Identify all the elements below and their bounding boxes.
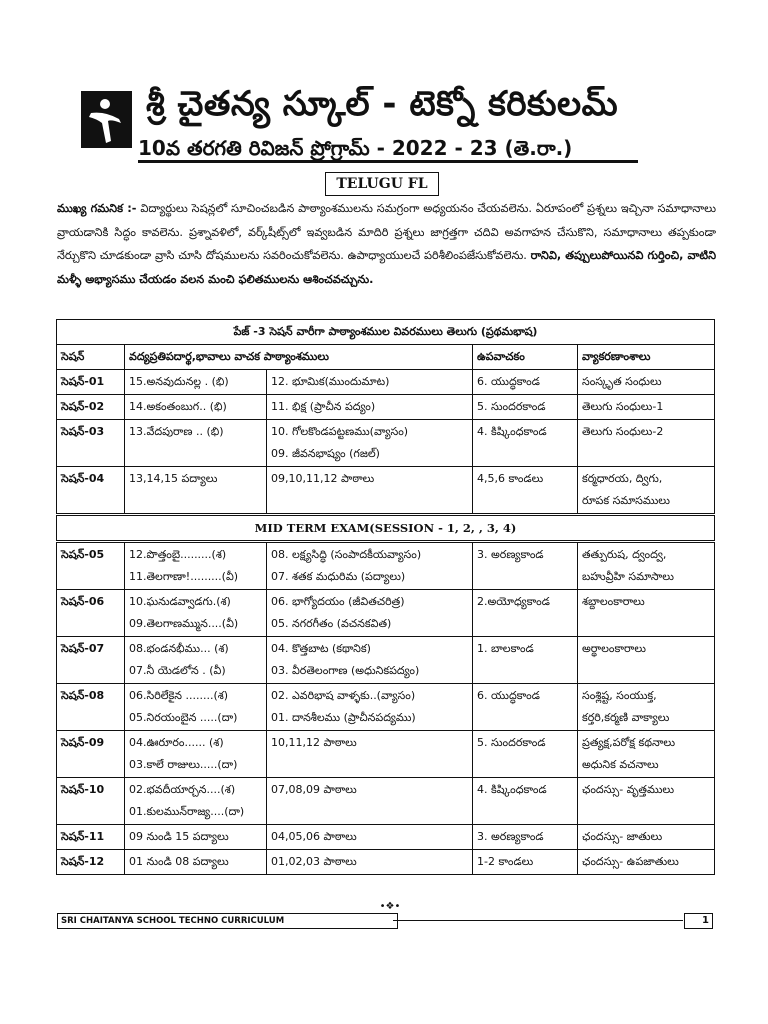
- poem-line: 01.కులమున్‌రాజ్య....(దా): [129, 805, 245, 818]
- footer-label: SRI CHAITANYA SCHOOL TECHNO CURRICULUM: [57, 913, 398, 929]
- grammar-cell: [578, 467, 715, 515]
- lesson-line: 05. నగరగీతం (వచనకవిత): [271, 617, 392, 630]
- poems-cell: 14.అకంతంబుగ.. (భి): [125, 395, 267, 420]
- note-bold-tail: రానివి, తప్పులుపోయినవి గుర్తించి, వాటిని మళ్ళీ అభ్యాసము చేయడం వలన మంచి ఫలితములను ఆశించవచ్చును.: [57, 249, 716, 286]
- poem-line: 12.పొత్తంబై.........(శ): [129, 548, 227, 561]
- table-row: [57, 395, 715, 420]
- grammar-cell: సంస్కృత సంధులు: [578, 370, 715, 395]
- grammar-cell: [578, 778, 715, 825]
- lesson-line: 07. శతక మధురిమ (పద్యాలు): [271, 570, 406, 583]
- upavachakam-cell: 1-2 కాండలు: [473, 850, 578, 875]
- table-row: [57, 590, 715, 637]
- grammar-line: రూపక సమాసములు: [582, 494, 670, 507]
- lesson-line: 09. జీవనభాష్యం (గజల్): [271, 447, 380, 460]
- grammar-cell: [578, 731, 715, 778]
- table-row: [57, 850, 715, 875]
- grammar-line: ఛందస్సు- వృత్తములు: [582, 783, 675, 796]
- upavachakam-cell: 3. అరణ్యకాండ: [473, 825, 578, 850]
- poems-cell: [125, 731, 267, 778]
- lesson-line: 08. లక్ష్యసిద్ధి (సంపాదకీయవ్యాసం): [271, 548, 422, 561]
- page-number: 1: [684, 913, 713, 929]
- session-cell: సెషన్-05: [57, 542, 125, 590]
- table-header-row: [57, 345, 715, 370]
- lessons-cell: [267, 778, 473, 825]
- lesson-line: 04. కొత్తబాట (కథానిక): [271, 642, 371, 655]
- upavachakam-cell: 2.అయోధ్యకాండ: [473, 590, 578, 637]
- table-row: [57, 731, 715, 778]
- footer-ornament: •❖•: [379, 901, 401, 912]
- poems-cell: [125, 778, 267, 825]
- upavachakam-cell: 3. అరణ్యకాండ: [473, 542, 578, 590]
- poems-cell: [125, 542, 267, 590]
- lessons-cell: 12. భూమిక(ముందుమాట): [267, 370, 473, 395]
- table-row: [57, 637, 715, 684]
- table-row: [57, 778, 715, 825]
- table-caption-row: [57, 320, 715, 345]
- session-cell: సెషన్-04: [57, 467, 125, 515]
- grammar-line: సంశ్లిష్ట, సంయుక్త,: [582, 689, 657, 702]
- session-cell: సెషన్-02: [57, 395, 125, 420]
- footer-rule: [393, 920, 683, 921]
- grammar-line: బహువ్రీహి సమాసాలు: [582, 570, 674, 583]
- school-title: శ్రీ చైతన్య స్కూల్ - టెక్నో కరికులమ్: [146, 84, 619, 124]
- subject-label: TELUGU FL: [325, 172, 439, 196]
- poems-cell: [125, 684, 267, 731]
- grammar-line: శబ్దాలంకారాలు: [582, 595, 645, 608]
- session-cell: సెషన్-12: [57, 850, 125, 875]
- program-subtitle: 10వ తరగతి రివిజన్ ప్రోగ్రామ్ - 2022 - 23 (తె.రా.): [138, 136, 573, 160]
- upavachakam-cell: 5. సుందరకాండ: [473, 731, 578, 778]
- upavachakam-cell: 4. కిష్కింధకాండ: [473, 420, 578, 467]
- grammar-line: ప్రత్యక్ష,పరోక్ష కథనాలు: [582, 736, 676, 749]
- poem-line: 11.తెలగాణా!.........(వీ): [129, 570, 239, 583]
- grammar-cell: [578, 637, 715, 684]
- poems-cell: [125, 637, 267, 684]
- mid-term-label: MID TERM EXAM(SESSION - 1, 2, , 3, 4): [57, 515, 715, 542]
- grammar-cell: ఛందస్సు- జాతులు: [578, 825, 715, 850]
- poems-cell: 01 నుండి 08 పద్యాలు: [125, 850, 267, 875]
- upavachakam-cell: 6. యుద్ధకాండ: [473, 370, 578, 395]
- upavachakam-cell: 4,5,6 కాండలు: [473, 467, 578, 515]
- poem-line: 04.ఊరూరం...... (శ): [129, 736, 224, 749]
- table-row: [57, 825, 715, 850]
- lessons-cell: [267, 731, 473, 778]
- table-row: [57, 684, 715, 731]
- grammar-cell: [578, 684, 715, 731]
- col-header-lessons: వద్యప్రతిపదార్థ,భావాలు వాచక పాఠ్యాంశములు: [125, 345, 473, 370]
- lessons-cell: 11. భిక్ష (ప్రాచీన పద్యం): [267, 395, 473, 420]
- grammar-cell: [578, 590, 715, 637]
- session-cell: సెషన్-11: [57, 825, 125, 850]
- poem-line: 05.నిరయంబైన .....(దా): [129, 711, 238, 724]
- grammar-line: తత్పురుష, ద్వంద్వ,: [582, 548, 667, 561]
- poems-cell: 15.అనవుదునల్ల . (భి): [125, 370, 267, 395]
- upavachakam-cell: 4. కిష్కింధకాండ: [473, 778, 578, 825]
- session-cell: సెషన్-10: [57, 778, 125, 825]
- lesson-line: 03. వీరతెలంగాణ (అధునికపద్యం): [271, 664, 420, 677]
- table-row: [57, 420, 715, 467]
- poems-cell: [125, 590, 267, 637]
- upavachakam-cell: 1. బాలకాండ: [473, 637, 578, 684]
- session-cell: సెషన్-01: [57, 370, 125, 395]
- lesson-line: 02. ఎవరిభాష వాళ్ళకు..(వ్యాసం): [271, 689, 416, 702]
- note-text: విద్యార్థులు సెషన్లలో సూచించబడిన పాఠ్యాంశములను సమగ్రంగా అధ్యయనం చేయవలెను. ఏరూపంలో ప్రశ్నలు ఇచ్చినా సమాధానాలు వ్రాయడానికి సిద్ధం కావలెను. ప్రశ్నావళిలో, వర్క్‌షీట్స్‌లో ఇవ్వబడిన మాదిరి ప్రశ్నలు జాగ్రత్తగా చదివి అవగాహన చేసుకొని, సమాధానాలు తప్పకుండా నేర్చుకొని చూడకుండా వ్రాసి చూసి దోషములను సవరించుకోవలెను. ఉపాధ్యాయులచే పరిశీలింపజేసుకోవలెను.: [57, 202, 717, 263]
- grammar-line: కర్మధారయ, ద్విగు,: [582, 472, 663, 485]
- session-schedule-table: [56, 319, 715, 875]
- session-cell: సెషన్-07: [57, 637, 125, 684]
- lessons-cell: [267, 637, 473, 684]
- table-row: [57, 370, 715, 395]
- poem-line: 08.భండనభీము... (శ): [129, 642, 229, 655]
- col-header-upavachakam: ఉపవాచకం: [473, 345, 578, 370]
- grammar-line: కర్తరి,కర్మణి వాక్యాలు: [582, 711, 670, 724]
- table-caption: పేజ్ -3 సెషన్ వారీగా పాఠ్యాంశముల వివరములు తెలుగు (ప్రథమభాష): [57, 320, 715, 345]
- upavachakam-cell: 5. సుందరకాండ: [473, 395, 578, 420]
- lesson-line: 10. గోలకొండపట్టణము(వ్యాసం): [271, 425, 409, 438]
- lessons-cell: 09,10,11,12 పాఠాలు: [267, 467, 473, 515]
- school-logo-icon: [81, 91, 132, 148]
- poem-line: 06.సిరిలేకైన ........(శ): [129, 689, 229, 702]
- grammar-cell: ఛందస్సు- ఉపజాతులు: [578, 850, 715, 875]
- grammar-cell: తెలుగు సంధులు-1: [578, 395, 715, 420]
- poem-line: 02.భవదీయార్చన....(శ): [129, 783, 236, 796]
- col-header-session: సెషన్: [57, 345, 125, 370]
- table-row: [57, 467, 715, 515]
- important-note: [57, 197, 716, 291]
- session-cell: సెషన్-08: [57, 684, 125, 731]
- session-cell: సెషన్-06: [57, 590, 125, 637]
- session-cell: సెషన్-03: [57, 420, 125, 467]
- lesson-line: 06. భాగ్యోదయం (జీవితచరిత్ర): [271, 595, 405, 608]
- upavachakam-cell: 6. యుద్ధకాండ: [473, 684, 578, 731]
- lessons-cell: 01,02,03 పాఠాలు: [267, 850, 473, 875]
- poem-line: 09.తెలగాణమ్మున....(వీ): [129, 617, 239, 630]
- lesson-line: 01. దానశీలము (ప్రాచీనపద్యము): [271, 711, 416, 724]
- lesson-line: 10,11,12 పాఠాలు: [271, 736, 357, 749]
- grammar-cell: [578, 542, 715, 590]
- poems-cell: 13,14,15 పద్యాలు: [125, 467, 267, 515]
- poem-line: 07.నీ యెడలోన . (వీ): [129, 664, 226, 677]
- grammar-line: అర్థాలంకారాలు: [582, 642, 646, 655]
- lessons-cell: [267, 684, 473, 731]
- mid-term-row: [57, 515, 715, 542]
- session-cell: సెషన్-09: [57, 731, 125, 778]
- poem-line: 10.ఘనుడవ్వాడగు.(శ): [129, 595, 231, 608]
- poems-cell: 13.వేదపురాణ .. (భి): [125, 420, 267, 467]
- lessons-cell: [267, 542, 473, 590]
- grammar-cell: తెలుగు సంధులు-2: [578, 420, 715, 467]
- note-lead: ముఖ్య గమనిక :-: [57, 202, 137, 215]
- lessons-cell: [267, 590, 473, 637]
- subtitle-underline: [138, 160, 638, 163]
- lesson-line: 07,08,09 పాఠాలు: [271, 783, 357, 796]
- poem-line: 03.కాలే రాజులు.....(దా): [129, 758, 238, 771]
- col-header-grammar: వ్యాకరణాంశాలు: [578, 345, 715, 370]
- table-row: [57, 542, 715, 590]
- lessons-cell: 04,05,06 పాఠాలు: [267, 825, 473, 850]
- lessons-cell: [267, 420, 473, 467]
- grammar-line: అధునిక వచనాలు: [582, 758, 659, 771]
- poems-cell: 09 నుండి 15 పద్యాలు: [125, 825, 267, 850]
